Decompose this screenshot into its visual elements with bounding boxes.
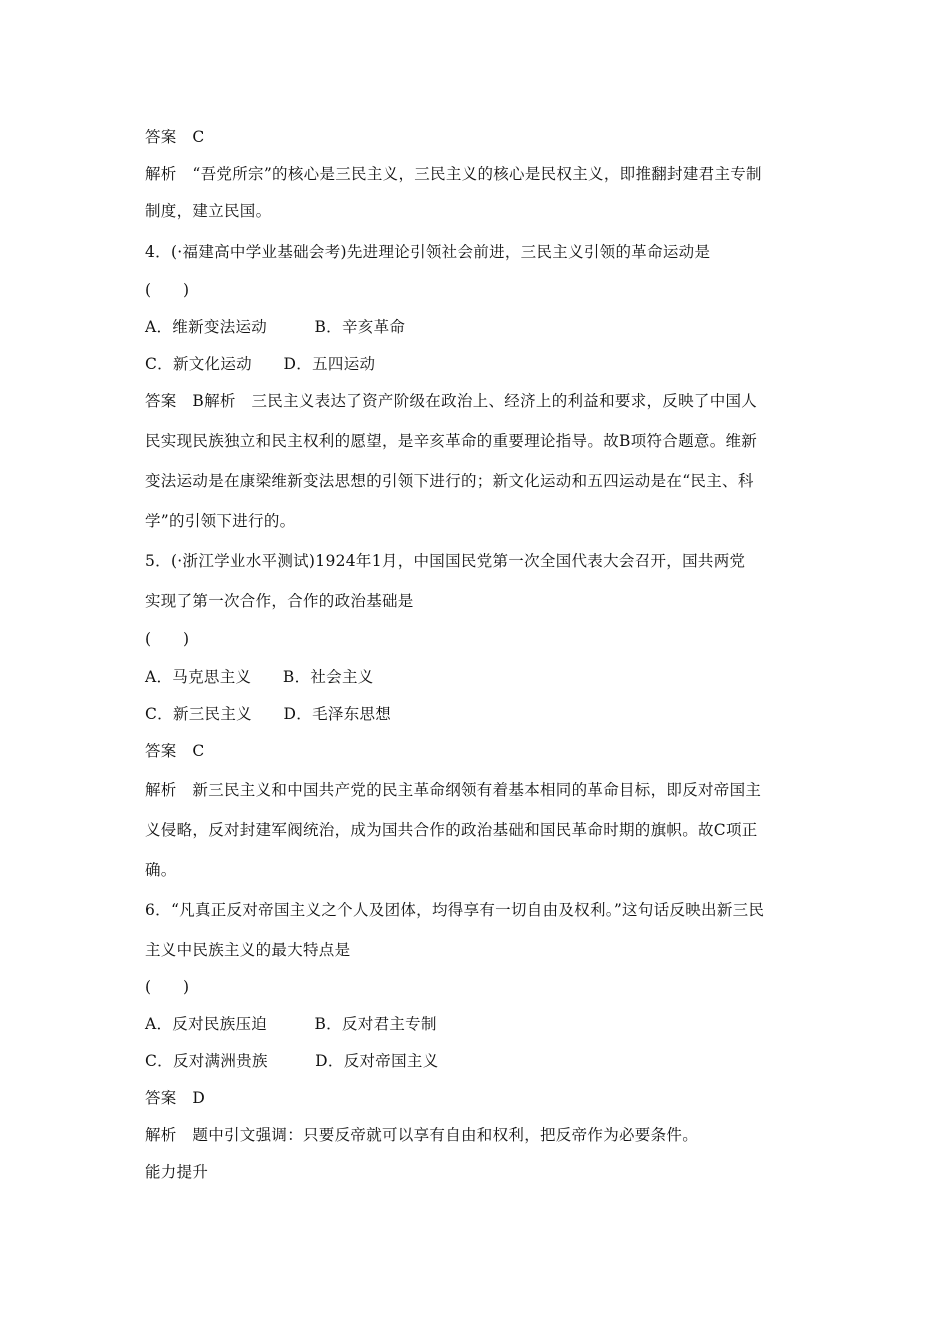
answer-bracket: ( ) (145, 281, 190, 299)
option-line: C．反对满洲贵族 D．反对帝国主义 (145, 1052, 439, 1070)
option-line: C．新文化运动 D．五四运动 (145, 355, 376, 373)
question-line: 主义中民族主义的最大特点是 (145, 941, 351, 959)
explanation-line: 学”的引领下进行的。 (145, 512, 296, 530)
explanation-line: 确。 (145, 861, 177, 879)
question-line: 实现了第一次合作，合作的政治基础是 (145, 592, 414, 610)
explanation-line: 制度，建立民国。 (145, 202, 272, 220)
question-line: 6．“凡真正反对帝国主义之个人及团体，均得享有一切自由及权利。”这句话反映出新三民 (145, 901, 765, 919)
answer-line: 答案 D (145, 1089, 206, 1107)
question-line: 4．(·福建高中学业基础会考)先进理论引领社会前进，三民主义引领的革命运动是 (145, 243, 711, 261)
explanation-line: 变法运动是在康梁维新变法思想的引领下进行的；新文化运动和五四运动是在“民主、科 (145, 472, 754, 490)
option-line: A．维新变法运动 B．辛亥革命 (145, 318, 406, 336)
explanation-line: 解析 “吾党所宗”的核心是三民主义，三民主义的核心是民权主义，即推翻封建君主专制 (145, 165, 762, 183)
explanation-line: 解析 新三民主义和中国共产党的民主革命纲领有着基本相同的革命目标，即反对帝国主 (145, 781, 762, 799)
answer-line: 答案 C (145, 128, 205, 146)
answer-line: 答案 B解析 三民主义表达了资产阶级在政治上、经济上的利益和要求，反映了中国人 (145, 392, 758, 410)
explanation-line: 义侵略，反对封建军阀统治，成为国共合作的政治基础和国民革命时期的旗帜。故C项正 (145, 821, 758, 839)
answer-bracket: ( ) (145, 978, 190, 996)
section-heading: 能力提升 (145, 1163, 209, 1181)
option-line: A．反对民族压迫 B．反对君主专制 (145, 1015, 437, 1033)
question-line: 5．(·浙江学业水平测试)1924年1月，中国国民党第一次全国代表大会召开，国共两党 (145, 552, 746, 570)
answer-line: 答案 C (145, 742, 205, 760)
option-line: A．马克思主义 B．社会主义 (145, 668, 374, 686)
explanation-line: 民实现民族独立和民主权利的愿望，是辛亥革命的重要理论指导。故B项符合题意。维新 (145, 432, 758, 450)
option-line: C．新三民主义 D．毛泽东思想 (145, 705, 392, 723)
answer-bracket: ( ) (145, 630, 190, 648)
explanation-line: 解析 题中引文强调：只要反帝就可以享有自由和权利，把反帝作为必要条件。 (145, 1126, 699, 1144)
